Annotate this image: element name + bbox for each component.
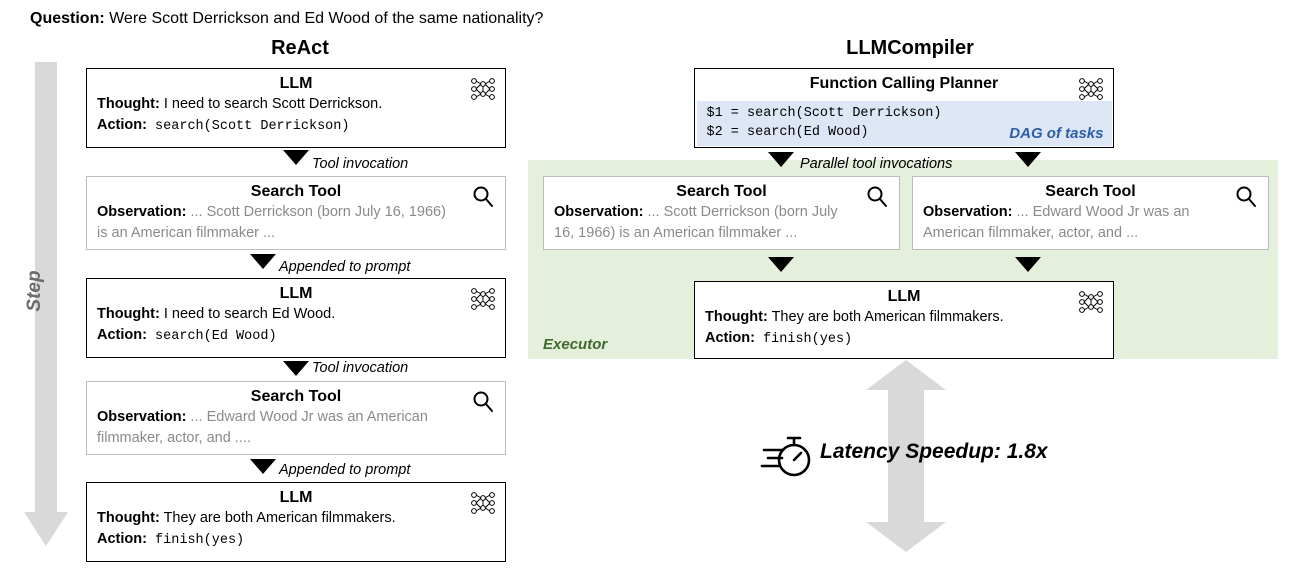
llmcompiler-search-tool-box-1: [543, 176, 900, 250]
box-title: LLM: [279, 489, 313, 506]
function-calling-planner-box: [694, 68, 1114, 148]
box-line-action: Action: search(Ed Wood): [97, 326, 277, 344]
join-arrow-icon-left: [768, 257, 794, 272]
magnifier-icon: [1230, 183, 1260, 211]
flow-arrow-icon: [283, 150, 309, 165]
react-column-title: ReAct: [271, 37, 329, 59]
flow-arrow-icon: [283, 361, 309, 376]
flow-arrow-icon: [250, 459, 276, 474]
box-line-thought: Thought: They are both American filmmakers.: [97, 510, 396, 526]
llmcompiler-search-tool-box-2: [912, 176, 1269, 250]
llmcompiler-column-title: LLMCompiler: [846, 37, 974, 59]
arrow-label-appended-2: Appended to prompt: [279, 462, 411, 478]
box-line-observation-cont: is an American filmmaker ...: [97, 224, 276, 241]
latency-speedup-label: Latency Speedup: 1.8x: [820, 440, 1048, 463]
planner-task-1: $1 = search(Scott Derrickson): [706, 106, 942, 121]
question-text: Were Scott Derrickson and Ed Wood of the same nationality?: [104, 10, 544, 27]
magnifier-icon: [861, 183, 891, 211]
question-line: [30, 10, 543, 28]
react-llm-box-3: [86, 482, 506, 562]
stopwatch-icon: [760, 432, 816, 480]
box-line-observation-cont: American filmmaker, actor, and ...: [923, 224, 1139, 241]
flow-arrow-icon-right: [1015, 152, 1041, 167]
box-line-action: Action: finish(yes): [705, 329, 853, 347]
flow-arrow-icon: [250, 254, 276, 269]
flow-arrow-icon-left: [768, 152, 794, 167]
box-title: Search Tool: [676, 183, 767, 200]
llm-network-icon: [1075, 75, 1105, 103]
react-llm-box-2: [86, 278, 506, 358]
arrow-label-tool-invocation-2: Tool invocation: [312, 360, 409, 376]
box-title: Search Tool: [250, 183, 342, 200]
question-label: Question:: [30, 10, 105, 27]
react-search-tool-box-2: [86, 381, 506, 455]
llm-network-icon: [467, 489, 497, 517]
box-line-observation: Observation: ... Scott Derrickson (born July 16, 1966): [97, 204, 446, 220]
box-line-observation: Observation: ... Edward Wood Jr was an American: [97, 409, 428, 425]
magnifier-icon: [467, 388, 497, 416]
box-title: LLM: [279, 75, 313, 92]
llm-network-icon: [467, 75, 497, 103]
box-title: LLM: [279, 285, 313, 302]
planner-task-2: $2 = search(Ed Wood): [706, 125, 869, 141]
box-title: Search Tool: [250, 388, 342, 405]
arrow-label-tool-invocation-1: Tool invocation: [312, 156, 409, 172]
box-line-thought: Thought: I need to search Ed Wood.: [97, 306, 336, 322]
llm-network-icon: [467, 285, 497, 313]
box-title: LLM: [887, 288, 921, 305]
arrow-label-appended-1: Appended to prompt: [279, 259, 411, 275]
box-line-observation-cont: 16, 1966) is an American filmmaker ...: [554, 224, 798, 241]
box-title: Search Tool: [1045, 183, 1136, 200]
executor-label: Executor: [543, 336, 608, 353]
llmcompiler-final-llm-box: [694, 281, 1114, 359]
box-line-action: Action: finish(yes): [97, 530, 245, 548]
box-line-thought: Thought: I need to search Scott Derrickson.: [97, 96, 383, 112]
join-arrow-icon-right: [1015, 257, 1041, 272]
react-search-tool-box-1: [86, 176, 506, 250]
arrow-label-parallel-invocations: Parallel tool invocations: [800, 156, 953, 172]
box-line-observation: Observation: ... Edward Wood Jr was an: [923, 204, 1190, 220]
llm-network-icon: [1075, 288, 1105, 316]
react-llm-box-1: [86, 68, 506, 148]
box-title: Function Calling Planner: [809, 75, 999, 92]
magnifier-icon: [467, 183, 497, 211]
box-line-thought: Thought: They are both American filmmakers.: [705, 309, 1004, 325]
box-line-observation: Observation: ... Scott Derrickson (born July: [554, 204, 838, 220]
box-line-action: Action: search(Scott Derrickson): [97, 116, 350, 134]
box-line-observation-cont: filmmaker, actor, and ....: [97, 429, 251, 446]
planner-dag-body: [697, 101, 1112, 146]
dag-of-tasks-badge: DAG of tasks: [1009, 124, 1104, 142]
step-axis-label: Step: [24, 270, 45, 312]
